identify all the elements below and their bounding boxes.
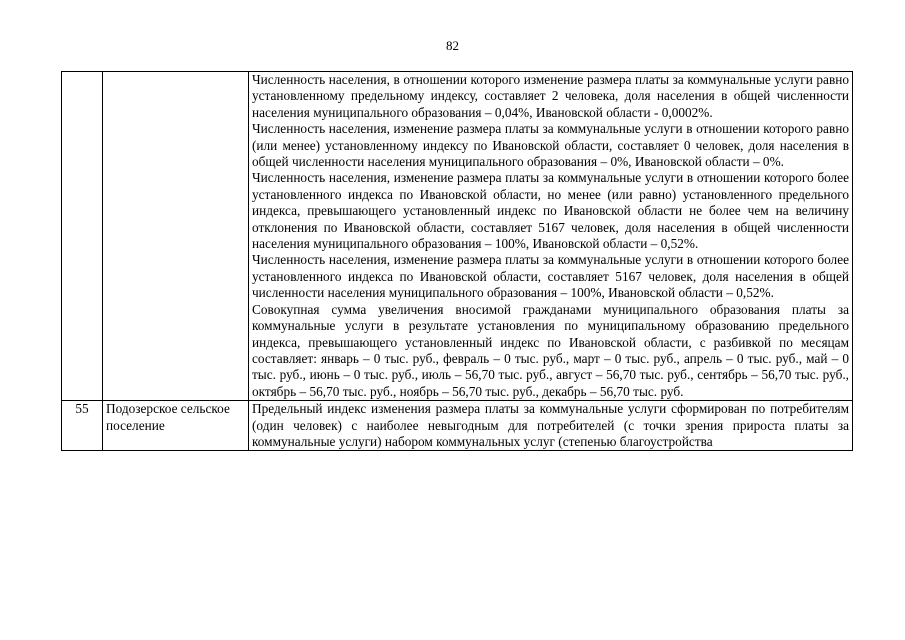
page-number: 82	[446, 38, 459, 53]
table-row	[62, 72, 853, 401]
paragraph: Предельный индекс изменения размера платы за коммунальные услуги сформирован по потребителям (один человек) с наиболее невыгодным для потребителей (с точки зрения прироста платы за коммунальные услуги) набором коммунальных услуг (степенью благоустройства	[252, 401, 849, 449]
municipality-name-cell	[103, 72, 249, 401]
municipality-table	[61, 71, 853, 451]
clipped-text-box	[252, 401, 849, 450]
paragraph: Численность населения, изменение размера платы за коммунальные услуги в отношении которого более установленного индекса по Ивановской области, но менее (или равно) установленного предельного индекса, превышающего установленный индекс по Ивановской области не более чем на величину отклонения по Ивановской области, составляет 5167 человек, доля населения в общей численности населения муниципального образования – 100%, Ивановской области – 0,52%.	[252, 170, 849, 252]
table-row	[62, 401, 853, 451]
description-cell	[249, 72, 853, 401]
row-number-cell	[62, 72, 103, 401]
paragraph: Совокупная сумма увеличения вносимой гражданами муниципального образования платы за коммунальные услуги в результате установления по муниципальному образованию предельного индекса, превышающего установленный индекс по Ивановской области, с разбивкой по месяцам составляет: январь – 0 тыс. руб., февраль – 0 тыс. руб., март – 0 тыс. руб., апрель – 0 тыс. руб., май – 0 тыс. руб., июнь – 0 тыс. руб., июль – 56,70 тыс. руб., август – 56,70 тыс. руб., сентябрь – 56,70 тыс. руб., октябрь – 56,70 тыс. руб., ноябрь – 56,70 тыс. руб., декабрь – 56,70 тыс. руб.	[252, 301, 849, 399]
paragraph: Численность населения, изменение размера платы за коммунальные услуги в отношении которого равно (или менее) установленному индексу по Ивановской области, составляет 0 человек, доля населения в общей численности населения муниципального образования – 0%, Ивановской области – 0%.	[252, 121, 849, 170]
paragraph: Численность населения, в отношении которого изменение размера платы за коммунальные услуги равно установленному предельному индексу, составляет 2 человека, доля населения в общей численности населения муниципального образования – 0,04%, Ивановской области - 0,0002%.	[252, 72, 849, 120]
row-number-cell: 55	[62, 401, 103, 451]
description-cell	[249, 401, 853, 451]
paragraph: Численность населения, изменение размера платы за коммунальные услуги в отношении которого более установленного индекса по Ивановской области, составляет 5167 человек, доля населения в общей численности населения муниципального образования – 100%, Ивановской области – 0,52%.	[252, 252, 849, 301]
municipality-name-cell: Подозерское сельское поселение	[103, 401, 249, 451]
